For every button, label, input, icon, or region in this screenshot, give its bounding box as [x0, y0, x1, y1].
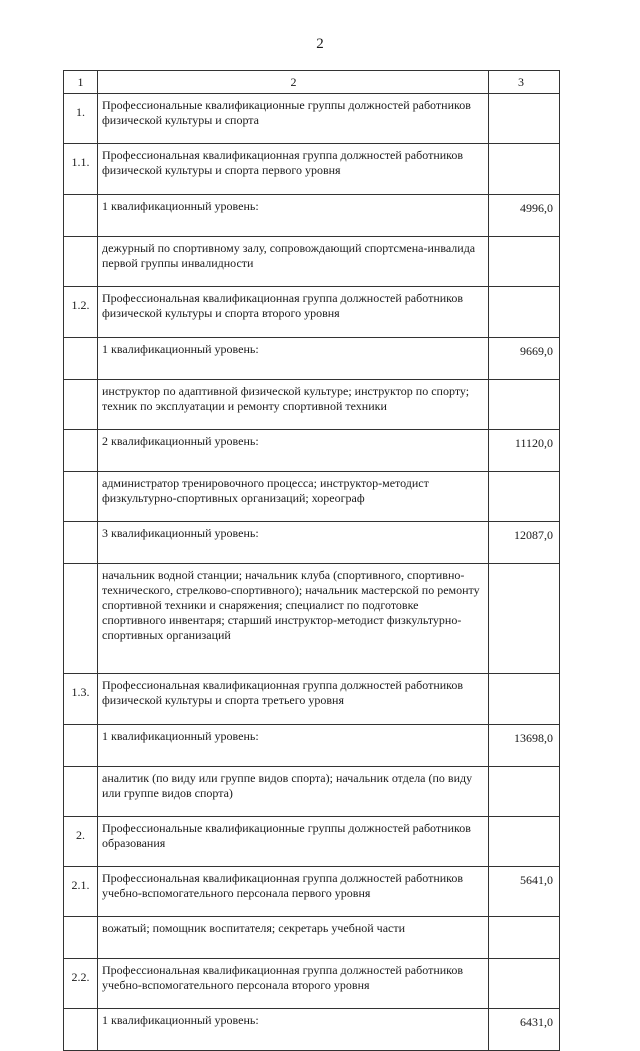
row-value [489, 917, 560, 959]
row-number: 1.3. [64, 674, 98, 725]
row-text: 1 квалификационный уровень: [98, 725, 489, 767]
row-text: 1 квалификационный уровень: [98, 1009, 489, 1051]
header-col-2: 2 [98, 71, 489, 94]
row-number: 2. [64, 817, 98, 867]
row-number [64, 338, 98, 380]
row-text: начальник водной станции; начальник клуба (спортивного, спортивно-технического, стрелково-спортивного); начальник мастерской по ремонту спортивной техники и снаряжения; специалист по подготовке спортивного инвентаря; старший инструктор-методист физкультурно-спортивных организаций [98, 564, 489, 674]
row-text: 2 квалификационный уровень: [98, 430, 489, 472]
row-number [64, 725, 98, 767]
row-value [489, 94, 560, 144]
row-text: аналитик (по виду или группе видов спорта); начальник отдела (по виду или группе видов спорта) [98, 767, 489, 817]
table-row [64, 287, 560, 338]
row-number: 2.1. [64, 867, 98, 917]
row-value: 12087,0 [489, 522, 560, 564]
row-text: вожатый; помощник воспитателя; секретарь учебной части [98, 917, 489, 959]
header-col-1: 1 [64, 71, 98, 94]
table-row [64, 767, 560, 817]
row-number [64, 195, 98, 237]
row-text: Профессиональная квалификационная группа должностей работников физической культуры и спорта третьего уровня [98, 674, 489, 725]
row-value: 11120,0 [489, 430, 560, 472]
row-value [489, 144, 560, 195]
row-value [489, 959, 560, 1009]
table-row [64, 725, 560, 767]
table-row [64, 237, 560, 287]
table-row [64, 674, 560, 725]
row-value [489, 472, 560, 522]
row-number [64, 522, 98, 564]
row-value: 13698,0 [489, 725, 560, 767]
table-row [64, 94, 560, 144]
table-row [64, 338, 560, 380]
row-text: Профессиональная квалификационная группа должностей работников физической культуры и спорта первого уровня [98, 144, 489, 195]
row-number: 1. [64, 94, 98, 144]
table-row [64, 380, 560, 430]
row-value: 6431,0 [489, 1009, 560, 1051]
table-row [64, 917, 560, 959]
row-number [64, 767, 98, 817]
table-row [64, 144, 560, 195]
table-header-row [64, 71, 560, 94]
table-row [64, 564, 560, 674]
row-text: Профессиональные квалификационные группы должностей работников физической культуры и спорта [98, 94, 489, 144]
row-value [489, 287, 560, 338]
table-row [64, 195, 560, 237]
row-value: 9669,0 [489, 338, 560, 380]
table-row [64, 959, 560, 1009]
table-row [64, 817, 560, 867]
row-number [64, 380, 98, 430]
row-text: 3 квалификационный уровень: [98, 522, 489, 564]
row-text: 1 квалификационный уровень: [98, 338, 489, 380]
table-row [64, 430, 560, 472]
row-number [64, 917, 98, 959]
row-number [64, 237, 98, 287]
salary-table [63, 70, 560, 1051]
row-text: Профессиональные квалификационные группы должностей работников образования [98, 817, 489, 867]
table-row [64, 522, 560, 564]
row-text: Профессиональная квалификационная группа должностей работников физической культуры и спорта второго уровня [98, 287, 489, 338]
row-number: 2.2. [64, 959, 98, 1009]
row-number [64, 1009, 98, 1051]
row-text: 1 квалификационный уровень: [98, 195, 489, 237]
page-number: 2 [316, 36, 324, 52]
row-text: администратор тренировочного процесса; инструктор-методист физкультурно-спортивных организаций; хореограф [98, 472, 489, 522]
row-value: 4996,0 [489, 195, 560, 237]
table-row [64, 867, 560, 917]
row-number: 1.2. [64, 287, 98, 338]
row-value [489, 674, 560, 725]
row-text: Профессиональная квалификационная группа должностей работников учебно-вспомогательного персонала второго уровня [98, 959, 489, 1009]
row-value: 5641,0 [489, 867, 560, 917]
row-text: инструктор по адаптивной физической культуре; инструктор по спорту; техник по эксплуатации и ремонту спортивной техники [98, 380, 489, 430]
row-number [64, 472, 98, 522]
header-col-3: 3 [489, 71, 560, 94]
table-row [64, 472, 560, 522]
row-value [489, 380, 560, 430]
row-text: Профессиональная квалификационная группа должностей работников учебно-вспомогательного персонала первого уровня [98, 867, 489, 917]
row-value [489, 564, 560, 674]
row-value [489, 767, 560, 817]
table-row [64, 1009, 560, 1051]
row-value [489, 237, 560, 287]
row-number [64, 430, 98, 472]
row-number [64, 564, 98, 674]
row-text: дежурный по спортивному залу, сопровождающий спортсмена-инвалида первой группы инвалидности [98, 237, 489, 287]
row-number: 1.1. [64, 144, 98, 195]
row-value [489, 817, 560, 867]
